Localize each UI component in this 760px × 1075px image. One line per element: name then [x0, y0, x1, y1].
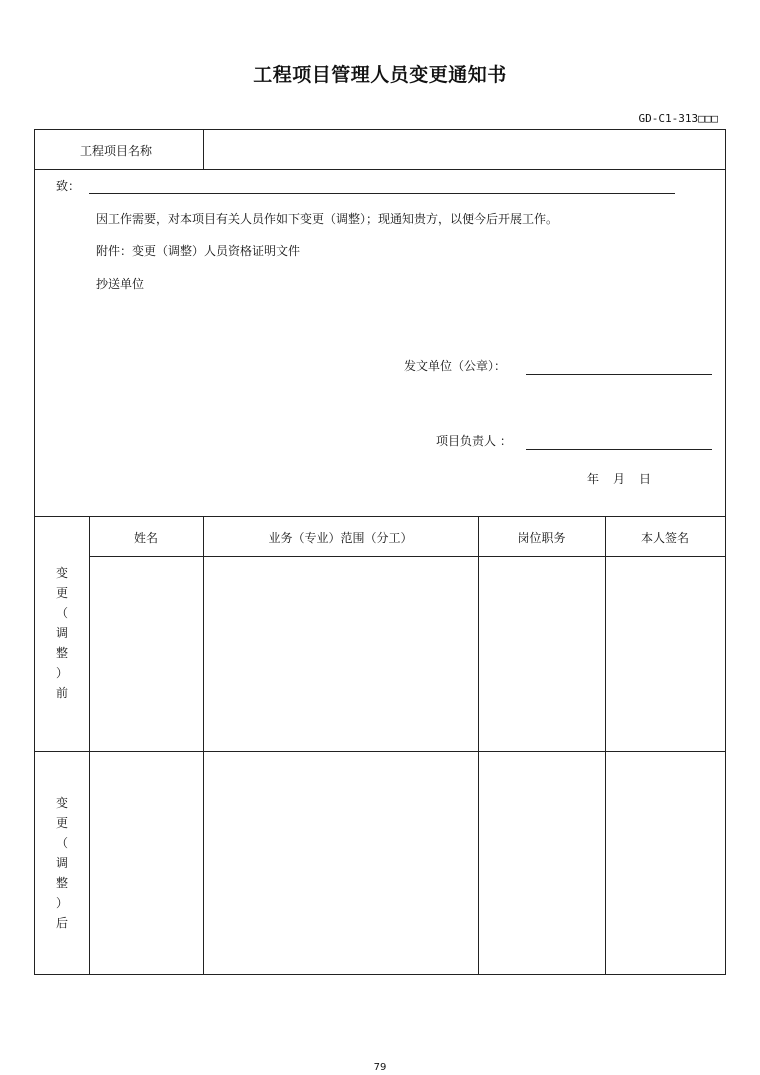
- manager-underline[interactable]: [526, 449, 712, 450]
- manager-label: 项目负责人 ：: [436, 434, 512, 448]
- issuer-label: 发文单位（公章）：: [404, 359, 507, 373]
- after-signature-cell[interactable]: [606, 752, 725, 974]
- column-header-signature: 本人签名: [640, 531, 689, 545]
- attachment-line: 附件：变更（调整）人员资格证明文件: [96, 244, 301, 258]
- before-scope-cell[interactable]: [204, 557, 478, 751]
- notice-body: 因工作需要，对本项目有关人员作如下变更（调整）；现通知贵方，以便今后开展工作。: [96, 212, 559, 226]
- page-number: 79: [373, 1062, 387, 1073]
- column-header-scope: 业务（专业）范围（分工）: [268, 531, 413, 545]
- after-position-cell[interactable]: [479, 752, 605, 974]
- form-code: GD-C1-313□□□: [638, 112, 718, 125]
- column-header-position: 岗位职务: [517, 531, 566, 545]
- project-name-label: 工程项目名称: [80, 144, 153, 158]
- cc-line: 抄送单位: [96, 277, 145, 291]
- recipient-label: 致：: [56, 179, 81, 193]
- page-title: 工程项目管理人员变更通知书: [253, 64, 507, 86]
- before-position-cell[interactable]: [479, 557, 605, 751]
- after-change-label: 变 更 （ 调 整 ） 后: [55, 796, 68, 930]
- before-signature-cell[interactable]: [606, 557, 725, 751]
- before-name-cell[interactable]: [90, 557, 203, 751]
- recipient-underline[interactable]: [89, 193, 675, 194]
- column-header-name: 姓名: [133, 531, 158, 545]
- project-name-value[interactable]: [212, 142, 712, 158]
- after-name-cell[interactable]: [90, 752, 203, 974]
- before-change-label: 变 更 （ 调 整 ） 前: [55, 566, 68, 700]
- date-label: 年 月 日: [587, 472, 653, 486]
- issuer-underline[interactable]: [526, 374, 712, 375]
- after-scope-cell[interactable]: [204, 752, 478, 974]
